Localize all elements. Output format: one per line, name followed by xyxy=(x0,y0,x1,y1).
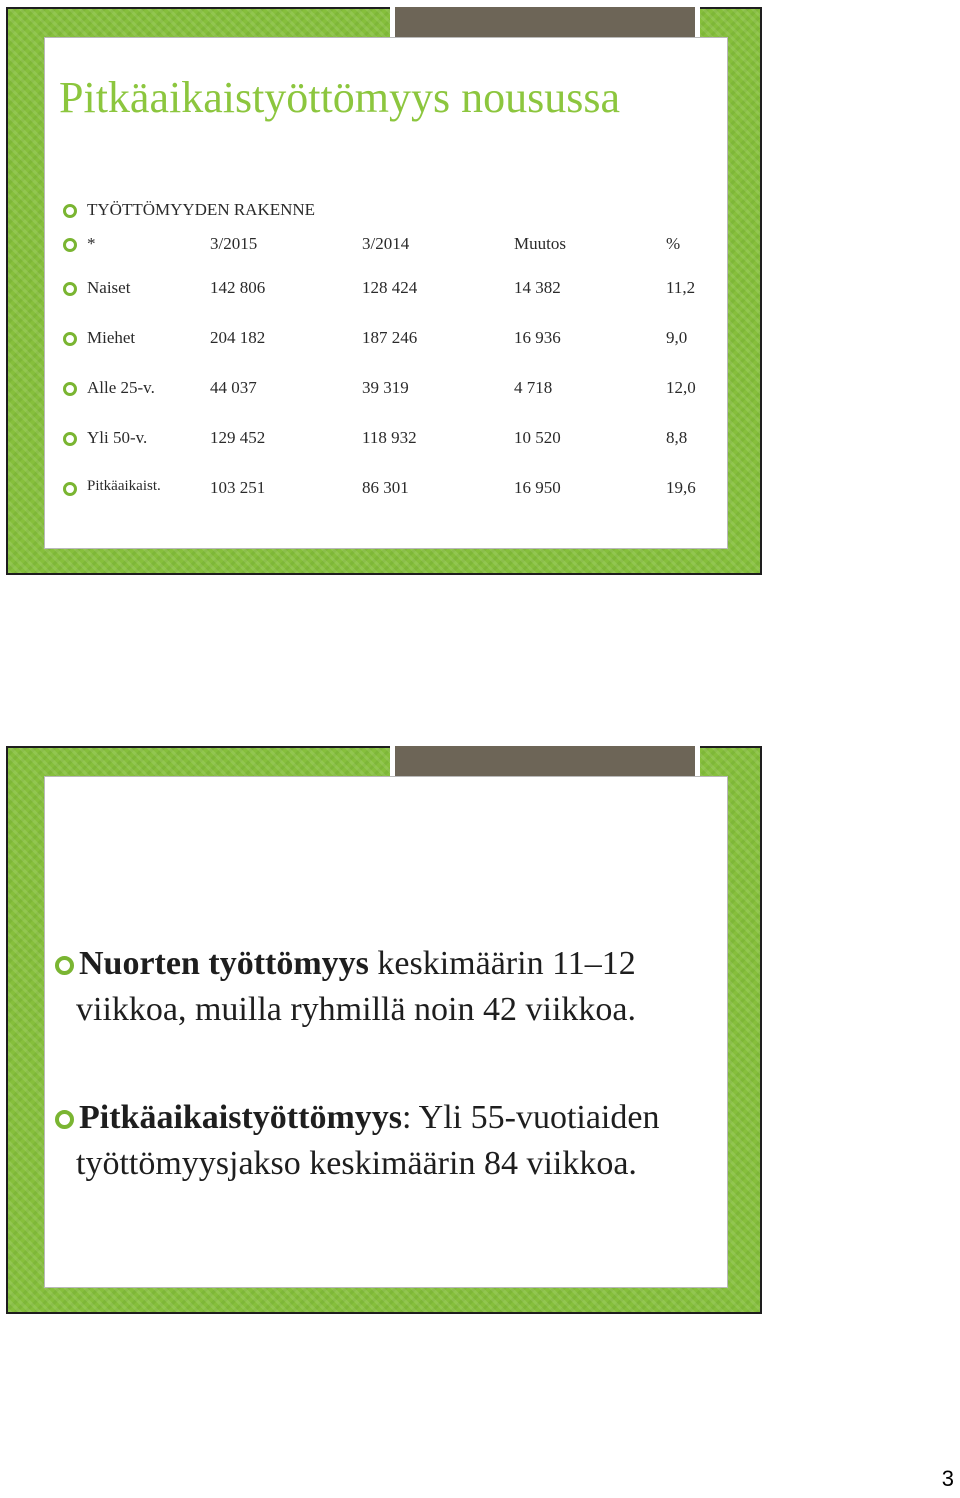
slide-content-panel xyxy=(44,776,728,1288)
row-label: Pitkäaikaist. xyxy=(87,478,161,494)
column-header: Muutos xyxy=(514,234,566,253)
table-row xyxy=(45,378,729,402)
bullet-icon xyxy=(63,332,77,346)
bullet-icon xyxy=(63,204,77,218)
table-heading: TYÖTTÖMYYDEN RAKENNE xyxy=(87,200,316,219)
paragraph-emphasis: Nuorten työttömyys xyxy=(79,945,369,982)
table-cell: 44 037 xyxy=(210,378,257,397)
table-cell: 187 246 xyxy=(362,328,418,347)
slide-content-panel xyxy=(44,37,728,549)
column-header: 3/2014 xyxy=(362,234,410,253)
bullet-icon xyxy=(63,382,77,396)
slide-2 xyxy=(6,746,762,1314)
row-label: Yli 50-v. xyxy=(87,428,148,447)
table-cell: 129 452 xyxy=(210,428,266,447)
bullet-icon xyxy=(63,282,77,296)
paragraph-inline-text: : Yli 55-vuotiaiden xyxy=(402,1099,660,1136)
table-cell: 86 301 xyxy=(362,478,409,497)
bullet-icon xyxy=(63,432,77,446)
column-header: % xyxy=(666,234,681,253)
paragraph-line: viikkoa, muilla ryhmillä noin 42 viikkoa. xyxy=(76,991,636,1028)
bullet-icon xyxy=(55,956,74,975)
table-cell: 142 806 xyxy=(210,278,266,297)
table-cell: 16 950 xyxy=(514,478,561,497)
table-cell: 4 718 xyxy=(514,378,553,397)
table-row xyxy=(45,478,729,502)
column-header: 3/2015 xyxy=(210,234,258,253)
paragraph-inline-text: keskimäärin 11–12 xyxy=(368,945,636,982)
column-header: * xyxy=(87,234,96,253)
table-cell: 204 182 xyxy=(210,328,266,347)
slide-title: Pitkäaikaistyöttömyys nousussa xyxy=(59,73,620,122)
table-cell: 103 251 xyxy=(210,478,266,497)
table-cell: 16 936 xyxy=(514,328,561,347)
table-cell: 12,0 xyxy=(666,378,696,397)
table-cell: 39 319 xyxy=(362,378,409,397)
slide-1 xyxy=(6,7,762,575)
table-row xyxy=(45,328,729,352)
table-row xyxy=(45,428,729,452)
table-cell: 128 424 xyxy=(362,278,418,297)
row-label: Naiset xyxy=(87,278,131,297)
table-row xyxy=(45,278,729,302)
bullet-icon xyxy=(55,1110,74,1129)
table-cell: 19,6 xyxy=(666,478,696,497)
bullet-icon xyxy=(63,238,77,252)
row-label: Miehet xyxy=(87,328,136,347)
table-heading-row xyxy=(45,200,729,224)
page-number: 3 xyxy=(941,1466,954,1491)
bullet-icon xyxy=(63,482,77,496)
paragraph-text xyxy=(76,1095,729,1187)
table-cell: 11,2 xyxy=(666,278,696,297)
row-label: Alle 25-v. xyxy=(87,378,155,397)
table-cell: 14 382 xyxy=(514,278,561,297)
table-cell: 10 520 xyxy=(514,428,561,447)
table-cell: 8,8 xyxy=(666,428,688,447)
paragraph-text xyxy=(76,941,729,1033)
paragraph-line: työttömyysjakso keskimäärin 84 viikkoa. xyxy=(76,1145,637,1182)
table-cell: 9,0 xyxy=(666,328,688,347)
table-cell: 118 932 xyxy=(362,428,417,447)
table-header-row xyxy=(45,234,729,258)
paragraph-emphasis: Pitkäaikaistyöttömyys xyxy=(79,1099,402,1136)
